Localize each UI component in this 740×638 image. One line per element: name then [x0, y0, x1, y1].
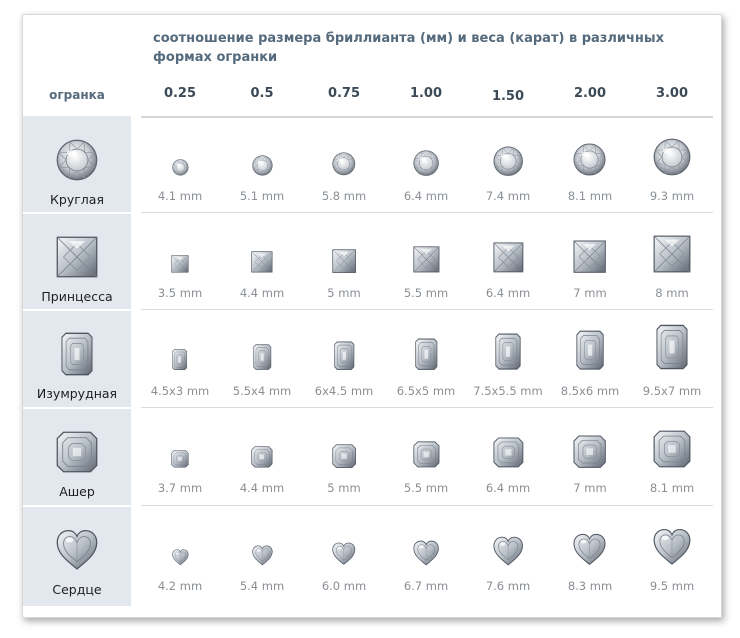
emerald-diamond-icon — [576, 330, 604, 370]
size-label: 3.7 mm — [157, 481, 203, 495]
size-label: 5.5x4 mm — [232, 384, 292, 398]
round-diamond-icon — [252, 155, 273, 176]
size-label: 5.5 mm — [403, 481, 449, 495]
size-label: 7.5x5.5 mm — [473, 384, 543, 398]
diamond-size-chart — [22, 14, 722, 618]
cut-column-header: огранка — [49, 88, 105, 102]
princess-diamond-icon — [413, 246, 440, 273]
carat-header-2: 0.75 — [327, 86, 361, 101]
princess-diamond-icon — [171, 255, 189, 273]
carat-header-4: 1.50 — [491, 89, 525, 104]
size-label: 8.1 mm — [567, 189, 613, 203]
emerald-diamond-icon — [61, 332, 93, 376]
cut-name-emerald: Изумрудная — [36, 386, 118, 401]
princess-diamond-icon — [332, 249, 356, 273]
asscher-diamond-icon — [413, 441, 440, 468]
round-diamond-icon — [493, 146, 523, 176]
round-diamond-icon — [653, 138, 691, 176]
size-label: 7.4 mm — [485, 189, 531, 203]
size-label: 8 mm — [655, 286, 689, 300]
heart-diamond-icon — [56, 529, 98, 571]
size-label: 6.4 mm — [485, 481, 531, 495]
size-label: 6.4 mm — [403, 189, 449, 203]
size-label: 7 mm — [573, 481, 607, 495]
asscher-diamond-icon — [56, 431, 98, 473]
heart-diamond-icon — [332, 542, 356, 566]
cut-name-round: Круглая — [50, 192, 104, 207]
emerald-diamond-icon — [172, 349, 187, 370]
heart-diamond-icon — [573, 533, 606, 566]
cut-name-heart: Сердце — [52, 582, 102, 597]
princess-diamond-icon — [251, 251, 273, 273]
cut-name-princess: Принцесса — [41, 289, 113, 304]
size-label: 4.4 mm — [239, 481, 285, 495]
emerald-diamond-icon — [334, 341, 355, 370]
emerald-diamond-icon — [656, 324, 688, 370]
round-diamond-icon — [413, 150, 439, 176]
heart-diamond-icon — [653, 528, 691, 566]
size-label: 6.4 mm — [485, 286, 531, 300]
size-label: 8.3 mm — [567, 579, 613, 593]
size-label: 9.3 mm — [649, 189, 695, 203]
heart-diamond-icon — [413, 540, 439, 566]
header-divider — [141, 116, 713, 118]
asscher-diamond-icon — [251, 446, 273, 468]
emerald-diamond-icon — [495, 333, 521, 370]
heart-diamond-icon — [172, 549, 189, 566]
left-row-divider — [23, 212, 131, 214]
row-divider — [141, 309, 713, 310]
left-row-divider — [23, 309, 131, 311]
size-label: 8.1 mm — [649, 481, 695, 495]
size-label: 7 mm — [573, 286, 607, 300]
size-label: 6.7 mm — [403, 579, 449, 593]
carat-header-0: 0.25 — [163, 86, 197, 101]
carat-header-6: 3.00 — [655, 86, 689, 101]
size-label: 5.5 mm — [403, 286, 449, 300]
left-row-divider — [23, 505, 131, 507]
size-label: 5 mm — [327, 481, 361, 495]
carat-header-3: 1.00 — [409, 86, 443, 101]
emerald-diamond-icon — [253, 344, 272, 370]
princess-diamond-icon — [56, 236, 98, 278]
size-label: 5.8 mm — [321, 189, 367, 203]
asscher-diamond-icon — [573, 435, 606, 468]
size-label: 4.4 mm — [239, 286, 285, 300]
left-row-divider — [23, 407, 131, 409]
asscher-diamond-icon — [332, 444, 356, 468]
size-label: 5.1 mm — [239, 189, 285, 203]
carat-header-5: 2.00 — [573, 86, 607, 101]
size-label: 4.5x3 mm — [150, 384, 210, 398]
size-label: 9.5 mm — [649, 579, 695, 593]
asscher-diamond-icon — [493, 437, 524, 468]
princess-diamond-icon — [653, 235, 691, 273]
princess-diamond-icon — [493, 242, 524, 273]
round-diamond-icon — [56, 139, 98, 181]
round-diamond-icon — [332, 152, 356, 176]
size-label: 3.5 mm — [157, 286, 203, 300]
emerald-diamond-icon — [415, 338, 438, 370]
size-label: 4.1 mm — [157, 189, 203, 203]
round-diamond-icon — [172, 159, 189, 176]
row-divider — [141, 505, 713, 506]
size-label: 4.2 mm — [157, 579, 203, 593]
size-label: 6x4.5 mm — [314, 384, 374, 398]
princess-diamond-icon — [573, 240, 606, 273]
size-label: 5.4 mm — [239, 579, 285, 593]
size-label: 8.5x6 mm — [560, 384, 620, 398]
row-divider — [141, 212, 713, 213]
size-label: 9.5x7 mm — [642, 384, 702, 398]
asscher-diamond-icon — [171, 450, 189, 468]
cut-name-asscher: Ашер — [59, 484, 95, 499]
size-label: 6.5x5 mm — [396, 384, 456, 398]
size-label: 7.6 mm — [485, 579, 531, 593]
asscher-diamond-icon — [653, 430, 691, 468]
size-label: 6.0 mm — [321, 579, 367, 593]
carat-header-1: 0.5 — [250, 86, 274, 101]
heart-diamond-icon — [252, 545, 273, 566]
chart-title: соотношение размера бриллианта (мм) и веса (карат) в различных формах огранки — [153, 31, 665, 65]
row-divider — [141, 407, 713, 408]
size-label: 5 mm — [327, 286, 361, 300]
heart-diamond-icon — [493, 536, 523, 566]
round-diamond-icon — [573, 143, 606, 176]
